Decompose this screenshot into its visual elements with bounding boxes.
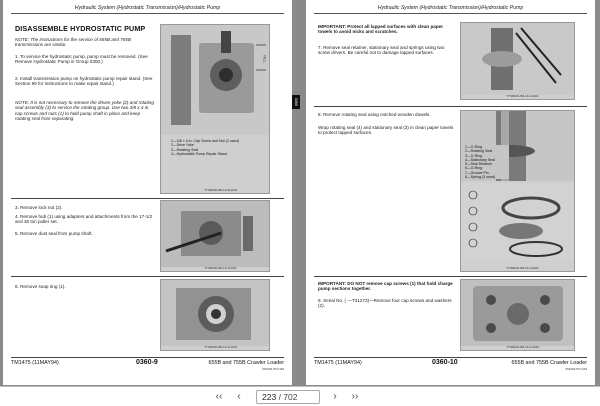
footer-model: 655B and 755B Crawler Loader [208, 360, 284, 366]
page-footer [314, 357, 587, 375]
step-1: 1. To service the hydrostatic pump, pump must be removed. (See Remove Hydrostatic Pump in Group 0300.) [15, 54, 148, 65]
page-number-input[interactable] [256, 390, 320, 404]
figure-seal-retainer [460, 22, 575, 100]
running-header: Hydraulic System (Hydrostatic Transmission)/Hydrostatic Pump [11, 5, 284, 14]
legend-item-7: 7—Groove Pin [465, 170, 489, 175]
cap-screws-photo [461, 280, 575, 346]
next-page-icon[interactable]: › [333, 391, 337, 402]
legend-item-1: 1—O-Ring [465, 145, 482, 149]
legend-item-2: 2—Drive Yoke [171, 143, 194, 148]
last-page-icon[interactable]: ›› [351, 391, 359, 402]
step-4: 4. Remove hub (1) using adapters and attachments from the 17-1/2 and 30 ton puller set. [15, 214, 153, 225]
figure-cap-screws [460, 279, 575, 351]
step-2: 2. Install transmission pump on hydrostatic pump repair stand. (See Section 99 for instructions to make repair stand.) [15, 76, 153, 87]
seal-retainer-photo [461, 23, 575, 95]
pagination-toolbar [0, 386, 600, 406]
first-page-icon[interactable]: ‹‹ [215, 391, 223, 402]
footer-model: 655B and 755B Crawler Loader [511, 360, 587, 366]
divider [314, 276, 587, 277]
legend-item-6: 6—O-Ring [465, 166, 482, 171]
page-right [306, 0, 595, 385]
page-footer [11, 357, 284, 375]
footer-page-number: 0360-9 [136, 359, 158, 366]
legend-item-4: 4—Hydrostatic Pump Repair Stand [171, 151, 227, 156]
footer-date: 051094 PN=119 [565, 367, 587, 371]
step-9: 9. Serial No. ( —T31273)—Remove four cap screws and washers (2). [318, 298, 452, 309]
legend-item-1: 1—3/8 × 4 in. Cap Screw and Nut (2 used) [171, 139, 239, 143]
page-left [3, 0, 292, 385]
legend-item-3: 3—Rotating Seal [171, 147, 199, 152]
divider [314, 106, 587, 107]
hub-photo [161, 201, 270, 267]
footer-tm-number: TM1475 (11MAY94) [11, 360, 59, 366]
figure-code: T7N9001H56-19-17sk94 [204, 345, 238, 349]
pump-photo [161, 25, 270, 135]
figure-code: T7N9001H56-19-14ct94 [506, 94, 539, 98]
figure-snap-ring [160, 279, 270, 351]
note-paragraph-2: NOTE: It is not necessary to remove the driven yoke (2) and rotating seal assembly (3) to service the rotating group. Use two 3/8 x 4 in. cap screws and nuts (1) to hold pump shaft in place and keep rotating seal from separating. [15, 100, 154, 122]
note-paragraph: NOTE: The instructions for the service of 655B and 755B transmissions are similar. [15, 37, 131, 48]
step-5: 5. Remove dust seal from pump shaft. [15, 231, 93, 236]
total-pages: / 702 [278, 392, 298, 402]
important-notice: IMPORTANT: Protect all lapped surfaces with clean paper towels to avoid nicks and scratches. [318, 24, 443, 35]
figure-code: T7N9001H56-19-01sk94 [204, 188, 238, 192]
section-tab: 0360 [292, 95, 300, 109]
prev-page-icon[interactable]: ‹ [237, 391, 241, 402]
figure-remove-hub [160, 200, 270, 272]
figure-side-code: T7N9 [263, 55, 267, 63]
footer-date: 051094 PN=118 [262, 367, 284, 371]
divider [11, 276, 284, 277]
section-title: DISASSEMBLE HYDROSTATIC PUMP [15, 24, 146, 33]
figure-pump-on-stand [160, 24, 270, 194]
current-page[interactable]: 223 [262, 392, 277, 402]
running-header: Hydraulic System (Hydrostatic Transmission)/Hydrostatic Pump [314, 5, 587, 14]
step-3: 3. Remove lock nut (2). [15, 205, 63, 210]
legend-item-4: 4—Stationary Seal [465, 157, 495, 162]
footer-page-number: 0360-10 [432, 359, 458, 366]
wrap-instruction: Wrap rotating seal (4) and stationary seal (3) in clean paper towels to protect lapped surfaces. [318, 125, 454, 136]
divider [11, 198, 284, 199]
step-6: 6. Remove snap ring (1). [15, 284, 66, 289]
legend-item-8: 8—Spring (3 used) [465, 175, 496, 180]
figure-rotating-seal [460, 110, 575, 272]
figure-code: T7N9001H56-19-14ct94 [204, 266, 237, 270]
figure-code: T7N9001H56-19-14ct94 [506, 266, 539, 270]
legend-item-3: 3—O-Ring [465, 153, 482, 158]
important-notice-2: IMPORTANT: DO NOT remove cap screws (1) that hold charge pump sections together. [318, 281, 453, 292]
legend-item-2: 2—Rotating Seal [465, 149, 493, 154]
step-8: 8. Remove rotating seal using notched wooden dowels. [318, 112, 431, 117]
snap-ring-photo [161, 280, 270, 346]
seal-parts-photo [461, 183, 575, 261]
step-7: 7. Remove seal retainer, stationary seal and springs using two screw drivers. Be careful not to damage lapped surfaces. [318, 45, 445, 56]
legend-item-5: 5—Seal Retainer [465, 162, 493, 167]
footer-tm-number: TM1475 (11MAY94) [314, 360, 362, 366]
figure-code: T7N9001H56-19-17sk94 [506, 345, 540, 349]
